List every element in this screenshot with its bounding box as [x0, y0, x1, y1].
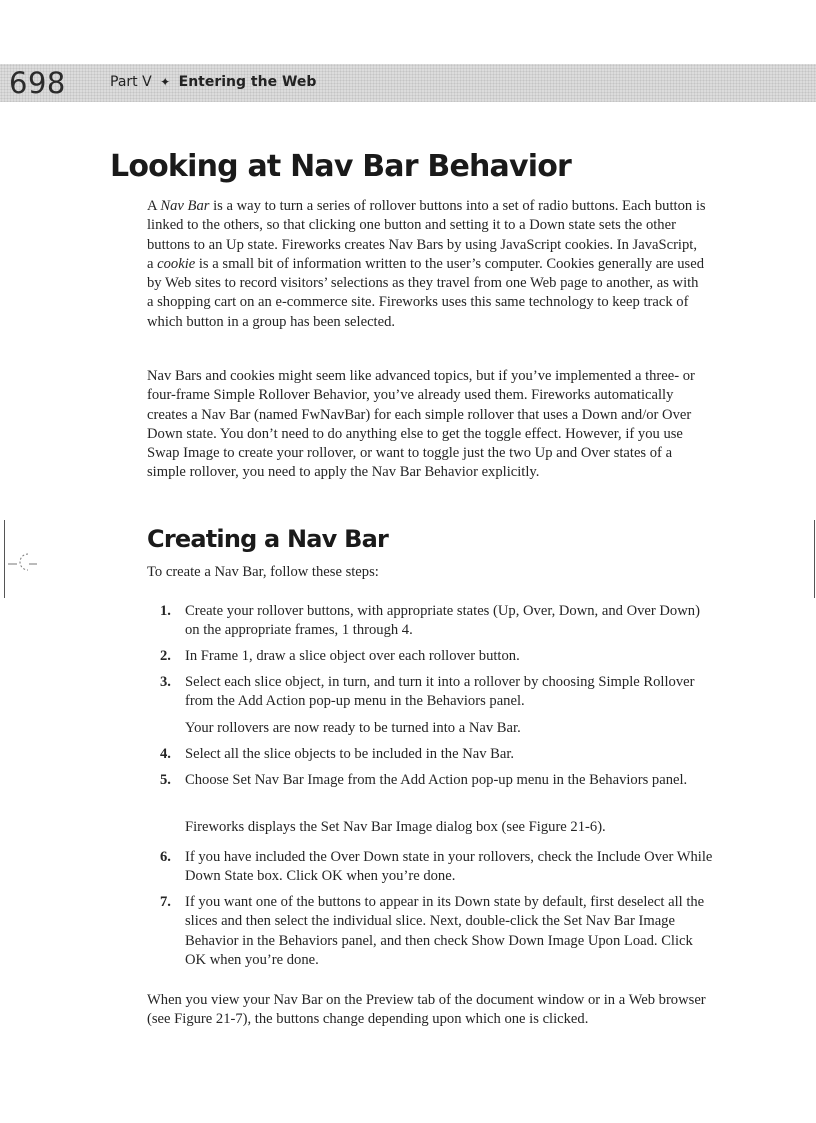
page-number: 698 [9, 66, 66, 100]
list-item [155, 647, 715, 666]
crop-mark-left [4, 520, 5, 598]
subsection-heading: Creating a Nav Bar [147, 525, 388, 553]
step-number: 1. [160, 603, 171, 619]
paragraph-nav-bars-and-cookies: Nav Bars and cookies might seem like advanced topics, but if you’ve implemented a three- or four-frame Simple Rollover Behavior, you’ve already used them. Fireworks automatically creates a Nav Bar (named FwNavBar) for each simple rollover that uses a Down and/or Over Down state. You don’t need to do anything else to get the toggle effect. However, if you use Swap Image to create your rollover, or want to toggle just the two Up and Over states of a simple rollover, you need to apply the Nav Bar Behavior explicitly. [147, 368, 695, 481]
part-label: Part V [110, 74, 152, 90]
list-item [155, 848, 715, 887]
diamond-separator-icon: ✦ [160, 75, 171, 89]
section-heading: Looking at Nav Bar Behavior [110, 149, 572, 184]
steps-intro: To create a Nav Bar, follow these steps: [147, 564, 379, 580]
step-text: Select all the slice objects to be included in the Nav Bar. [185, 746, 515, 762]
step-number: 6. [160, 849, 171, 865]
step-text: Choose Set Nav Bar Image from the Add Action pop-up menu in the Behaviors panel. [185, 772, 688, 788]
step-text: If you have included the Over Down state in your rollovers, check the Include Over While Down State box. Click OK when you’re done. [185, 849, 713, 885]
step-number: 3. [160, 674, 171, 690]
closing-paragraph: When you view your Nav Bar on the Preview tab of the document window or in a Web browser (see Figure 21-7), the buttons change depending upon which one is clicked. [147, 992, 706, 1028]
registration-mark-icon [8, 546, 38, 572]
list-item [155, 745, 715, 764]
step-text: Select each slice object, in turn, and turn it into a rollover by choosing Simple Rollover from the Add Action pop-up menu in the Behaviors panel. [185, 674, 695, 710]
list-item [155, 602, 715, 641]
step-number: 4. [160, 746, 171, 762]
list-item [155, 673, 715, 712]
list-item [155, 893, 715, 970]
step-note: Fireworks displays the Set Nav Bar Image dialog box (see Figure 21-6). [185, 819, 606, 835]
term-cookie: cookie [157, 255, 196, 272]
step-text: Create your rollover buttons, with appropriate states (Up, Over, Down, and Over Down) on the appropriate frames, 1 through 4. [185, 603, 700, 639]
step-number: 7. [160, 894, 171, 910]
step-text: In Frame 1, draw a slice object over each rollover button. [185, 648, 520, 664]
running-head [110, 71, 316, 93]
crop-mark-right [814, 520, 815, 598]
step-number: 2. [160, 648, 171, 664]
step-number: 5. [160, 772, 171, 788]
step-note: Your rollovers are now ready to be turned into a Nav Bar. [185, 720, 521, 736]
step-text: If you want one of the buttons to appear in its Down state by default, first deselect all the slices and then select the individual slice. Next, double-click the Set Nav Bar Image Behavior in the Behaviors panel, and then check Show Down Image Upon Load. Click OK when you’re done. [185, 894, 705, 968]
list-item [155, 771, 715, 790]
term-nav-bar: Nav Bar [160, 198, 210, 214]
chapter-title: Entering the Web [178, 74, 317, 90]
paragraph-nav-bar-definition: A Nav Bar is a way to turn a series of rollover buttons into a set of radio buttons. Each button is linked to the others, so that clicking one button and setting it to a Down state sets the other buttons to an Up state. Fireworks creates Nav Bars by using JavaScript cookies. In JavaScript, a cookie is a small bit of information written to the user’s computer. Cookies generally are used by Web sites to record visitors’ selections as they travel from one Web page to another, as with a shopping cart on an e-commerce site. Fireworks uses this same technology to keep track of which button in a group has been selected. [147, 198, 706, 330]
